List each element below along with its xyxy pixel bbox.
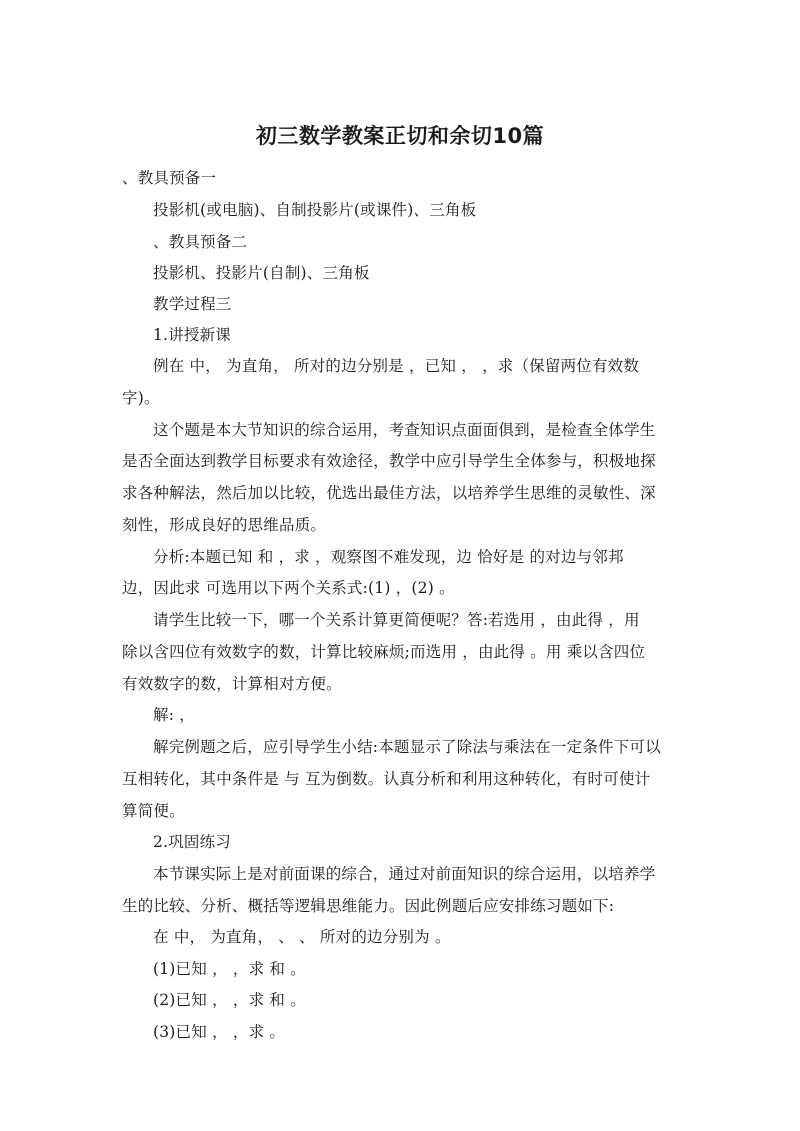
- paragraph-line: 1.讲授新课: [153, 326, 231, 344]
- paragraph-line: (2)已知 ， ，求 和 。: [153, 991, 306, 1009]
- paragraph-line: 求各种解法，然后加以比较，优选出最佳方法，以培养学生思维的灵敏性、深: [122, 484, 656, 502]
- paragraph-line: 在 中， 为直角， 、 、 所对的边分别为 。: [153, 928, 451, 946]
- paragraph-line: 是否全面达到教学目标要求有效途径，教学中应引导学生全体参与，积极地探: [122, 452, 656, 470]
- paragraph-line: 教学过程三: [153, 295, 232, 313]
- paragraph-line: 请学生比较一下，哪一个关系计算更简便呢？答:若选用 ，由此得 ，用: [153, 611, 640, 629]
- paragraph-line: 生的比较、分析、概括等逻辑思维能力。因此例题后应安排练习题如下:: [122, 897, 615, 915]
- paragraph-line: 解: ，: [153, 706, 195, 724]
- paragraph-line: 分析:本题已知 和 ，求 ，观察图不难发现，边 恰好是 的对边与邻邦: [153, 548, 624, 566]
- paragraph-line: 、教具预备一: [122, 169, 217, 187]
- paragraph-line: 投影机、投影片(自制)、三角板: [153, 264, 370, 282]
- paragraph-line: 2.巩固练习: [153, 833, 231, 851]
- paragraph-line: 除以含四位有效数字的数，计算比较麻烦;而选用 ，由此得 。用 乘以含四位: [122, 643, 646, 661]
- paragraph-line: 刻性，形成良好的思维品质。: [122, 516, 327, 534]
- paragraph-line: 边，因此求 可选用以下两个关系式:(1) ，(2) 。: [122, 579, 455, 597]
- paragraph-line: 有效数字的数，计算相对方便。: [122, 675, 342, 693]
- paragraph-line: 例在 中， 为直角， 所对的边分别是 ，已知 ， ，求（保留两位有效数: [153, 357, 640, 375]
- paragraph-line: 这个题是本大节知识的综合运用，考查知识点面面俱到，是检查全体学生: [153, 421, 656, 439]
- paragraph-line: 算简便。: [122, 802, 185, 820]
- paragraph-line: 、教具预备二: [153, 233, 248, 251]
- paragraph-line: (3)已知 ， ，求 。: [153, 1023, 286, 1041]
- paragraph-line: 互相转化，其中条件是 与 互为倒数。认真分析和利用这种转化，有时可使计: [122, 770, 651, 788]
- paragraph-line: 本节课实际上是对前面课的综合，通过对前面知识的综合运用，以培养学: [153, 865, 656, 883]
- paragraph-line: 解完例题之后，应引导学生小结:本题显示了除法与乘法在一定条件下可以: [153, 738, 661, 756]
- paragraph-line: 字)。: [122, 389, 160, 407]
- document-title: 初三数学教案正切和余切10篇: [255, 124, 545, 148]
- paragraph-line: (1)已知 ， ，求 和 。: [153, 960, 306, 978]
- paragraph-line: 投影机(或电脑)、自制投影片(或课件)、三角板: [153, 201, 477, 219]
